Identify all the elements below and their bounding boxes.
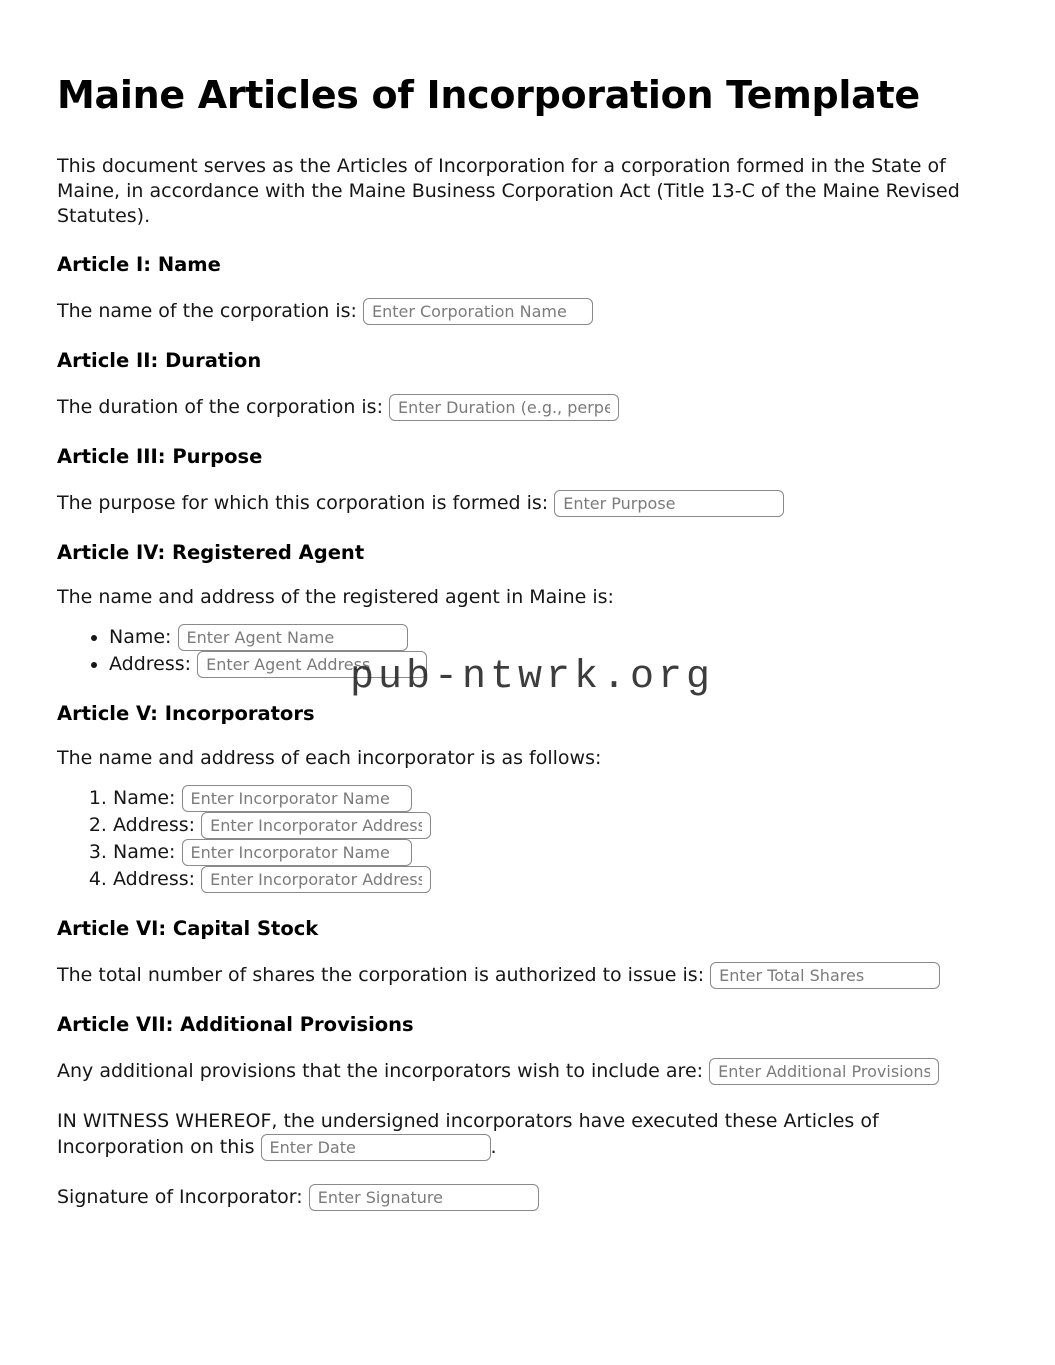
total-shares-input[interactable] bbox=[710, 962, 940, 989]
incorporators-list bbox=[57, 785, 998, 893]
article-1-heading: Article I: Name bbox=[57, 253, 221, 276]
incorporator-address-input-1[interactable] bbox=[201, 812, 431, 839]
incorporator-address-label: Address: bbox=[113, 868, 196, 890]
total-shares-row bbox=[57, 961, 998, 989]
intro-paragraph: This document serves as the Articles of Incorporation for a corporation formed in the State of Maine, in accordance with the Maine Business Corporation Act (Title 13-C of the Maine Revised Statutes). bbox=[57, 155, 960, 227]
list-item bbox=[113, 785, 998, 812]
article-3-heading: Article III: Purpose bbox=[57, 445, 263, 468]
incorporator-address-input-2[interactable] bbox=[201, 866, 431, 893]
witness-clause bbox=[57, 1109, 998, 1161]
registered-agent-list bbox=[57, 624, 998, 678]
incorporator-address-label: Address: bbox=[113, 814, 196, 836]
signature-input[interactable] bbox=[309, 1184, 539, 1211]
incorporator-name-input-1[interactable] bbox=[182, 785, 412, 812]
list-item bbox=[109, 624, 998, 651]
agent-address-input[interactable] bbox=[197, 651, 427, 678]
purpose-label: The purpose for which this corporation is formed is: bbox=[57, 492, 549, 514]
total-shares-label: The total number of shares the corporation is authorized to issue is: bbox=[57, 964, 705, 986]
article-7-heading: Article VII: Additional Provisions bbox=[57, 1013, 414, 1036]
article-5-heading: Article V: Incorporators bbox=[57, 702, 315, 725]
corporation-name-input[interactable] bbox=[363, 298, 593, 325]
list-item bbox=[113, 812, 998, 839]
date-input[interactable] bbox=[261, 1134, 491, 1161]
signature-label: Signature of Incorporator: bbox=[57, 1186, 303, 1208]
article-6-heading: Article VI: Capital Stock bbox=[57, 917, 319, 940]
page-title: Maine Articles of Incorporation Template bbox=[57, 73, 920, 117]
additional-provisions-row bbox=[57, 1057, 998, 1085]
registered-agent-intro: The name and address of the registered agent in Maine is: bbox=[57, 586, 614, 608]
incorporators-intro: The name and address of each incorporator is as follows: bbox=[57, 747, 602, 769]
witness-period: . bbox=[490, 1136, 497, 1158]
agent-name-input[interactable] bbox=[178, 624, 408, 651]
duration-input[interactable] bbox=[389, 394, 619, 421]
duration-row bbox=[57, 393, 998, 421]
corporation-name-row bbox=[57, 297, 998, 325]
signature-row bbox=[57, 1183, 998, 1211]
watermark: pub-ntwrk.org bbox=[350, 655, 715, 700]
agent-address-label: Address: bbox=[109, 653, 192, 675]
list-item bbox=[113, 866, 998, 893]
purpose-row bbox=[57, 489, 998, 517]
incorporator-name-label: Name: bbox=[113, 787, 176, 809]
corporation-name-label: The name of the corporation is: bbox=[57, 300, 357, 322]
incorporator-name-label: Name: bbox=[113, 841, 176, 863]
duration-label: The duration of the corporation is: bbox=[57, 396, 383, 418]
witness-text: IN WITNESS WHEREOF, the undersigned incorporators have executed these Articles of Incorporation on this bbox=[57, 1110, 879, 1158]
article-4-heading: Article IV: Registered Agent bbox=[57, 541, 365, 564]
additional-provisions-input[interactable] bbox=[709, 1058, 939, 1085]
article-2-heading: Article II: Duration bbox=[57, 349, 262, 372]
list-item bbox=[109, 651, 998, 678]
additional-provisions-label: Any additional provisions that the incorporators wish to include are: bbox=[57, 1060, 704, 1082]
agent-name-label: Name: bbox=[109, 626, 172, 648]
incorporator-name-input-2[interactable] bbox=[182, 839, 412, 866]
purpose-input[interactable] bbox=[554, 490, 784, 517]
list-item bbox=[113, 839, 998, 866]
